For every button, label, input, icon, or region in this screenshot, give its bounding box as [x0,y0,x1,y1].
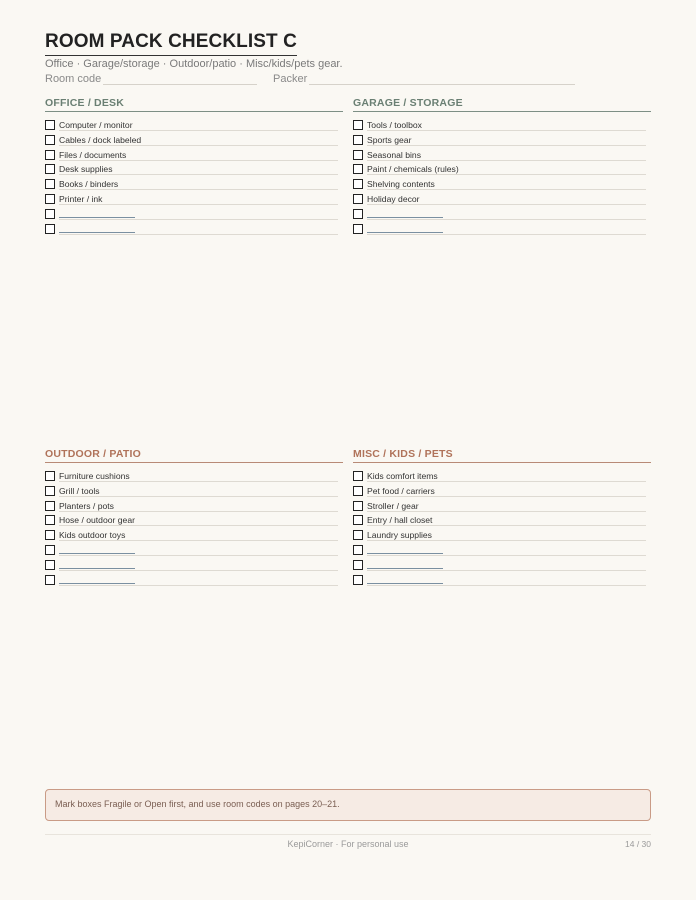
checkbox[interactable] [45,560,55,570]
checkbox[interactable] [353,486,363,496]
blank-item[interactable] [353,573,651,588]
checkbox[interactable] [353,120,363,130]
list-item[interactable] [45,148,343,163]
write-line [59,174,338,175]
checkbox[interactable] [353,575,363,585]
item-label: Paint / chemicals (rules) [367,164,462,174]
item-label: Computer / monitor [59,120,136,130]
item-label: Desk supplies [59,164,116,174]
footer-credit: KepiCorner · For personal use [287,839,409,849]
write-line [59,525,338,526]
blank-entry-line[interactable] [59,217,135,218]
blank-entry-line[interactable] [59,568,135,569]
checkbox[interactable] [353,545,363,555]
list-item[interactable] [353,499,651,514]
write-line [367,219,646,220]
checklist-page [45,0,652,900]
item-label: Pet food / carriers [367,486,438,496]
section-office-desk [45,97,343,236]
checkbox[interactable] [45,135,55,145]
list-item[interactable] [45,513,343,528]
footer-divider [45,834,651,835]
list-item[interactable] [45,162,343,177]
list-item[interactable] [353,513,651,528]
write-line [59,204,338,205]
blank-entry-line[interactable] [59,232,135,233]
checkbox[interactable] [45,209,55,219]
checkbox[interactable] [353,194,363,204]
item-label: Laundry supplies [367,530,435,540]
write-line [367,585,646,586]
list-item[interactable] [45,177,343,192]
section-title: GARAGE / STORAGE [353,97,651,112]
write-line [59,219,338,220]
item-label: Grill / tools [59,486,103,496]
checkbox[interactable] [45,194,55,204]
blank-entry-line[interactable] [59,583,135,584]
item-label: Holiday decor [367,194,423,204]
checkbox[interactable] [353,224,363,234]
list-item[interactable] [45,133,343,148]
blank-item[interactable] [45,543,343,558]
write-line [59,496,338,497]
write-line [367,130,646,131]
checkbox[interactable] [45,575,55,585]
checkbox[interactable] [353,530,363,540]
blank-item[interactable] [45,222,343,237]
item-label: Hose / outdoor gear [59,515,138,525]
blank-item[interactable] [353,207,651,222]
section-misc-kids-pets [353,448,651,587]
item-label: Kids comfort items [367,471,441,481]
section-title: OUTDOOR / PATIO [45,448,343,463]
checkbox[interactable] [45,515,55,525]
blank-item[interactable] [45,573,343,588]
item-label: Planters / pots [59,501,117,511]
blank-entry-line[interactable] [367,583,443,584]
blank-entry-line[interactable] [367,568,443,569]
packer-field[interactable] [309,84,575,85]
write-line [367,555,646,556]
section-title: OFFICE / DESK [45,97,343,112]
write-line [367,511,646,512]
list-item[interactable] [353,118,651,133]
list-item[interactable] [45,528,343,543]
write-line [59,570,338,571]
checkbox[interactable] [45,530,55,540]
checkbox[interactable] [353,501,363,511]
item-label: Sports gear [367,135,414,145]
checkbox[interactable] [45,224,55,234]
list-item[interactable] [353,162,651,177]
write-line [367,525,646,526]
write-line [59,555,338,556]
write-line [59,540,338,541]
checkbox[interactable] [45,545,55,555]
meta-row [45,73,575,87]
instruction-note: Mark boxes Fragile or Open first, and use room codes on pages 20–21. [45,789,651,821]
blank-item[interactable] [353,558,651,573]
write-line [367,540,646,541]
list-item[interactable] [353,469,651,484]
checkbox[interactable] [45,164,55,174]
write-line [367,234,646,235]
blank-item[interactable] [45,207,343,222]
list-item[interactable] [45,118,343,133]
list-item[interactable] [353,528,651,543]
write-line [59,585,338,586]
blank-entry-line[interactable] [367,232,443,233]
list-item[interactable] [353,133,651,148]
checkbox[interactable] [45,471,55,481]
blank-entry-line[interactable] [59,553,135,554]
item-label: Entry / hall closet [367,515,435,525]
checkbox[interactable] [45,120,55,130]
write-line [367,570,646,571]
list-item[interactable] [353,192,651,207]
room-code-label: Room code [45,73,102,85]
item-label: Books / binders [59,179,121,189]
item-label: Shelving contents [367,179,438,189]
list-item[interactable] [45,469,343,484]
write-line [367,204,646,205]
blank-item[interactable] [45,558,343,573]
write-line [59,234,338,235]
page-subtitle: Office · Garage/storage · Outdoor/patio · Misc/kids/pets gear. [45,58,343,70]
list-item[interactable] [45,192,343,207]
write-line [59,189,338,190]
write-line [367,496,646,497]
item-label: Seasonal bins [367,150,424,160]
section-outdoor-patio [45,448,343,587]
blank-item[interactable] [353,222,651,237]
item-label: Stroller / gear [367,501,422,511]
item-list [45,469,343,587]
section-garage-storage [353,97,651,236]
write-line [59,130,338,131]
write-line [367,160,646,161]
write-line [367,145,646,146]
item-label: Tools / toolbox [367,120,425,130]
blank-item[interactable] [353,543,651,558]
item-list [353,118,651,236]
checkbox[interactable] [353,560,363,570]
write-line [367,189,646,190]
checkbox[interactable] [353,179,363,189]
write-line [59,481,338,482]
checkbox[interactable] [45,501,55,511]
page-title: ROOM PACK CHECKLIST C [45,31,297,56]
blank-entry-line[interactable] [367,217,443,218]
checkbox[interactable] [353,515,363,525]
checkbox[interactable] [353,135,363,145]
write-line [367,481,646,482]
checkbox[interactable] [353,471,363,481]
write-line [367,174,646,175]
blank-entry-line[interactable] [367,553,443,554]
item-list [45,118,343,236]
checkbox[interactable] [45,179,55,189]
checkbox[interactable] [353,209,363,219]
item-label: Printer / ink [59,194,105,204]
checkbox[interactable] [45,486,55,496]
write-line [59,511,338,512]
item-label: Cables / dock labeled [59,135,144,145]
item-label: Kids outdoor toys [59,530,128,540]
item-list [353,469,651,587]
list-item[interactable] [353,484,651,499]
page-number: 14 / 30 [625,839,651,849]
list-item[interactable] [45,484,343,499]
write-line [59,160,338,161]
list-item[interactable] [45,499,343,514]
checkbox[interactable] [45,150,55,160]
checkbox[interactable] [353,150,363,160]
packer-label: Packer [273,73,308,85]
room-code-field[interactable] [103,84,257,85]
section-title: MISC / KIDS / PETS [353,448,651,463]
list-item[interactable] [353,148,651,163]
item-label: Files / documents [59,150,129,160]
item-label: Furniture cushions [59,471,133,481]
checkbox[interactable] [353,164,363,174]
list-item[interactable] [353,177,651,192]
write-line [59,145,338,146]
